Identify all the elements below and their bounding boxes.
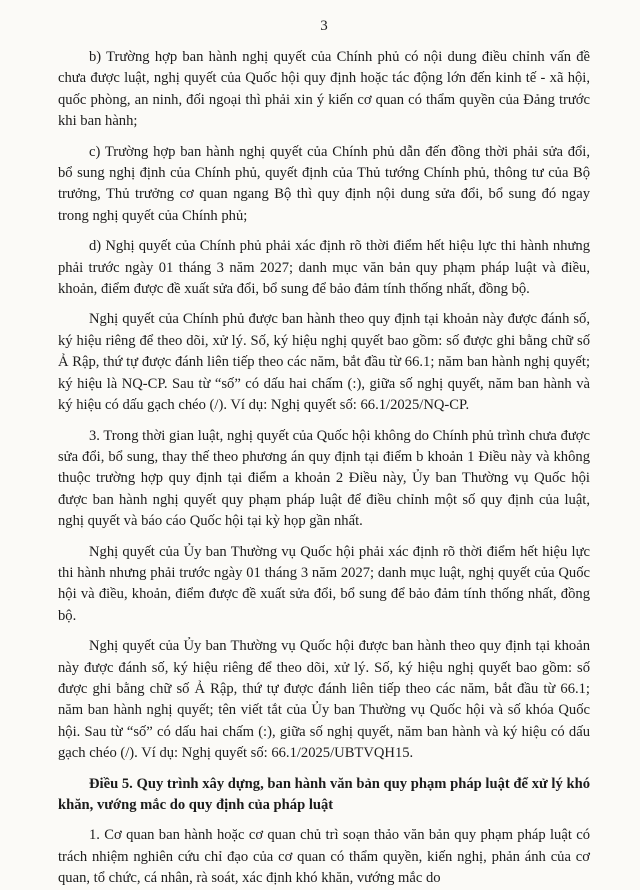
paragraph-point-d: d) Nghị quyết của Chính phủ phải xác định rõ thời điểm hết hiệu lực thi hành nhưng phải trước ngày 01 tháng 3 năm 2027; danh mục văn bản quy phạm pháp luật và điều, khoản, điểm được đề xuất sửa đổi, bổ sung để bảo đảm tính thống nhất, đồng bộ. <box>58 238 590 298</box>
paragraph-point-b: b) Trường hợp ban hành nghị quyết của Chính phủ có nội dung điều chỉnh vấn đề chưa được luật, nghị quyết của Quốc hội quy định hoặc tác động lớn đến kinh tế - xã hội, quốc phòng, an ninh, đối ngoại thì phải xin ý kiến cơ quan có thẩm quyền của Đảng trước khi ban hành; <box>58 49 590 130</box>
article-5-heading: Điều 5. Quy trình xây dựng, ban hành văn bản quy phạm pháp luật để xử lý khó khăn, vướng mắc do quy định của pháp luật <box>58 775 590 813</box>
paragraph-standing-committee-validity: Nghị quyết của Ủy ban Thường vụ Quốc hội phải xác định rõ thời điểm hết hiệu lực thi hành nhưng phải trước ngày 01 tháng 3 năm 2027; danh mục luật, nghị quyết của Quốc hội và điều, khoản, điểm được đề xuất sửa đổi, bổ sung để bảo đảm tính thống nhất, đồng bộ. <box>58 543 590 624</box>
paragraph-government-resolution-numbering: Nghị quyết của Chính phủ được ban hành theo quy định tại khoản này được đánh số, ký hiệu riêng để theo dõi, xử lý. Số, ký hiệu nghị quyết bao gồm: số được ghi bằng chữ số Ả Rập, thứ tự được đánh liên tiếp theo các năm, bắt đầu từ 66.1; năm ban hành nghị quyết; ký hiệu là NQ-CP. Sau từ “số” có dấu hai chấm (:), giữa số nghị quyết, năm ban hành và ký hiệu có dấu gạch chéo (/). Ví dụ: Nghị quyết số: 66.1/2025/NQ-CP. <box>58 311 590 414</box>
paragraph-point-c: c) Trường hợp ban hành nghị quyết của Chính phủ dẫn đến đồng thời phải sửa đổi, bổ sung nghị định của Chính phủ, quyết định của Thủ tướng Chính phủ, thông tư của Bộ trưởng, Thủ trưởng cơ quan ngang Bộ thì quy định nội dung sửa đổi, bổ sung đó ngay trong nghị quyết của Chính phủ; <box>58 143 590 224</box>
paragraph-clause-3: 3. Trong thời gian luật, nghị quyết của Quốc hội không do Chính phủ trình chưa được sửa đổi, bổ sung, thay thế theo phương án quy định tại điểm b khoản 1 Điều này và không thuộc trường hợp quy định tại điểm a khoản 2 Điều này, Ủy ban Thường vụ Quốc hội được ban hành nghị quyết quy phạm pháp luật để điều chỉnh một số quy định của luật, nghị quyết và báo cáo Quốc hội tại kỳ họp gần nhất. <box>58 427 590 530</box>
paragraph-standing-committee-numbering: Nghị quyết của Ủy ban Thường vụ Quốc hội được ban hành theo quy định tại khoản này được đánh số, ký hiệu riêng để theo dõi, xử lý. Số, ký hiệu nghị quyết bao gồm: số được ghi bằng chữ số Ả Rập, thứ tự được đánh liên tiếp theo các năm, bắt đầu từ 66.1; năm ban hành nghị quyết; tên viết tắt của Ủy ban Thường vụ Quốc hội và số khóa Quốc hội. Sau từ “số” có dấu hai chấm (:), giữa số nghị quyết, năm ban hành và ký hiệu có dấu gạch chéo (/). Ví dụ: Nghị quyết số: 66.1/2025/UBTVQH15. <box>58 638 590 762</box>
paragraph-article-5-clause-1: 1. Cơ quan ban hành hoặc cơ quan chủ trì soạn thảo văn bản quy phạm pháp luật có trách nhiệm nghiên cứu chỉ đạo của cơ quan có thẩm quyền, kiến nghị, phản ánh của cơ quan, tổ chức, cá nhân, rà soát, xác định khó khăn, vướng mắc do <box>58 827 590 887</box>
page-number: 3 <box>320 18 328 34</box>
